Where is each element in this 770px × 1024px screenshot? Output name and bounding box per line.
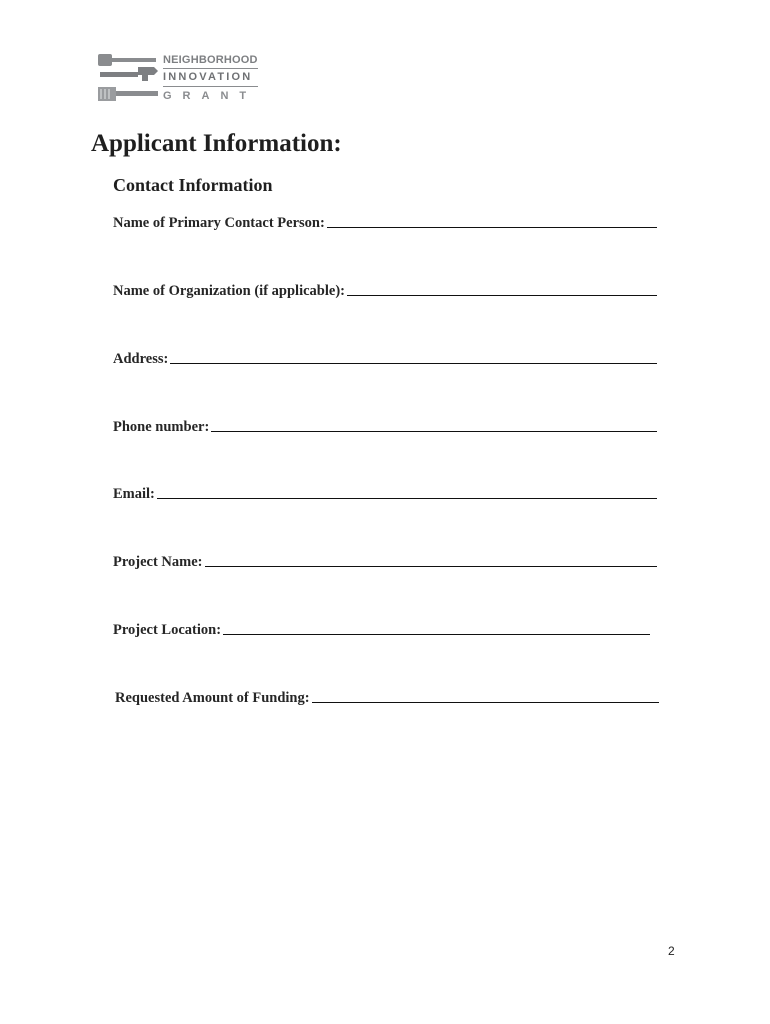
- field-label: Address:: [113, 351, 169, 367]
- field-label: Phone number:: [113, 419, 210, 435]
- email-input-line[interactable]: [157, 498, 657, 499]
- field-label: Name of Organization (if applicable):: [113, 283, 345, 299]
- requested-funding-input-line[interactable]: [312, 702, 659, 703]
- primary-contact-input-line[interactable]: [327, 227, 657, 228]
- page-number: 2: [668, 944, 675, 958]
- field-label: Email:: [113, 486, 155, 502]
- logo-text-grant: GRANT: [163, 90, 258, 102]
- field-label: Project Location:: [113, 622, 222, 638]
- requested-funding-field: [115, 686, 659, 706]
- page-title: Applicant Information:: [91, 130, 342, 157]
- logo-divider: [163, 86, 258, 87]
- organization-input-line[interactable]: [347, 295, 657, 296]
- neighborhood-innovation-grant-logo: [98, 50, 263, 106]
- project-name-input-line[interactable]: [205, 566, 658, 567]
- project-location-field: [113, 618, 650, 638]
- project-location-input-line[interactable]: [223, 634, 650, 635]
- section-title: Contact Information: [113, 175, 273, 195]
- tools-icon: [98, 50, 160, 106]
- email-field: [113, 482, 657, 502]
- address-field: [113, 347, 657, 367]
- field-label: Project Name:: [113, 554, 203, 570]
- project-name-field: [113, 550, 657, 570]
- primary-contact-field: [113, 211, 657, 231]
- phone-input-line[interactable]: [211, 431, 657, 432]
- field-label: Name of Primary Contact Person:: [113, 215, 325, 231]
- address-input-line[interactable]: [170, 363, 657, 364]
- phone-field: [113, 415, 657, 435]
- field-label: Requested Amount of Funding:: [115, 690, 310, 706]
- organization-field: [113, 279, 657, 299]
- logo-text-innovation: INNOVATION: [163, 71, 253, 83]
- logo-divider: [163, 68, 258, 69]
- logo-text-neighborhood: NEIGHBORHOOD: [163, 54, 258, 66]
